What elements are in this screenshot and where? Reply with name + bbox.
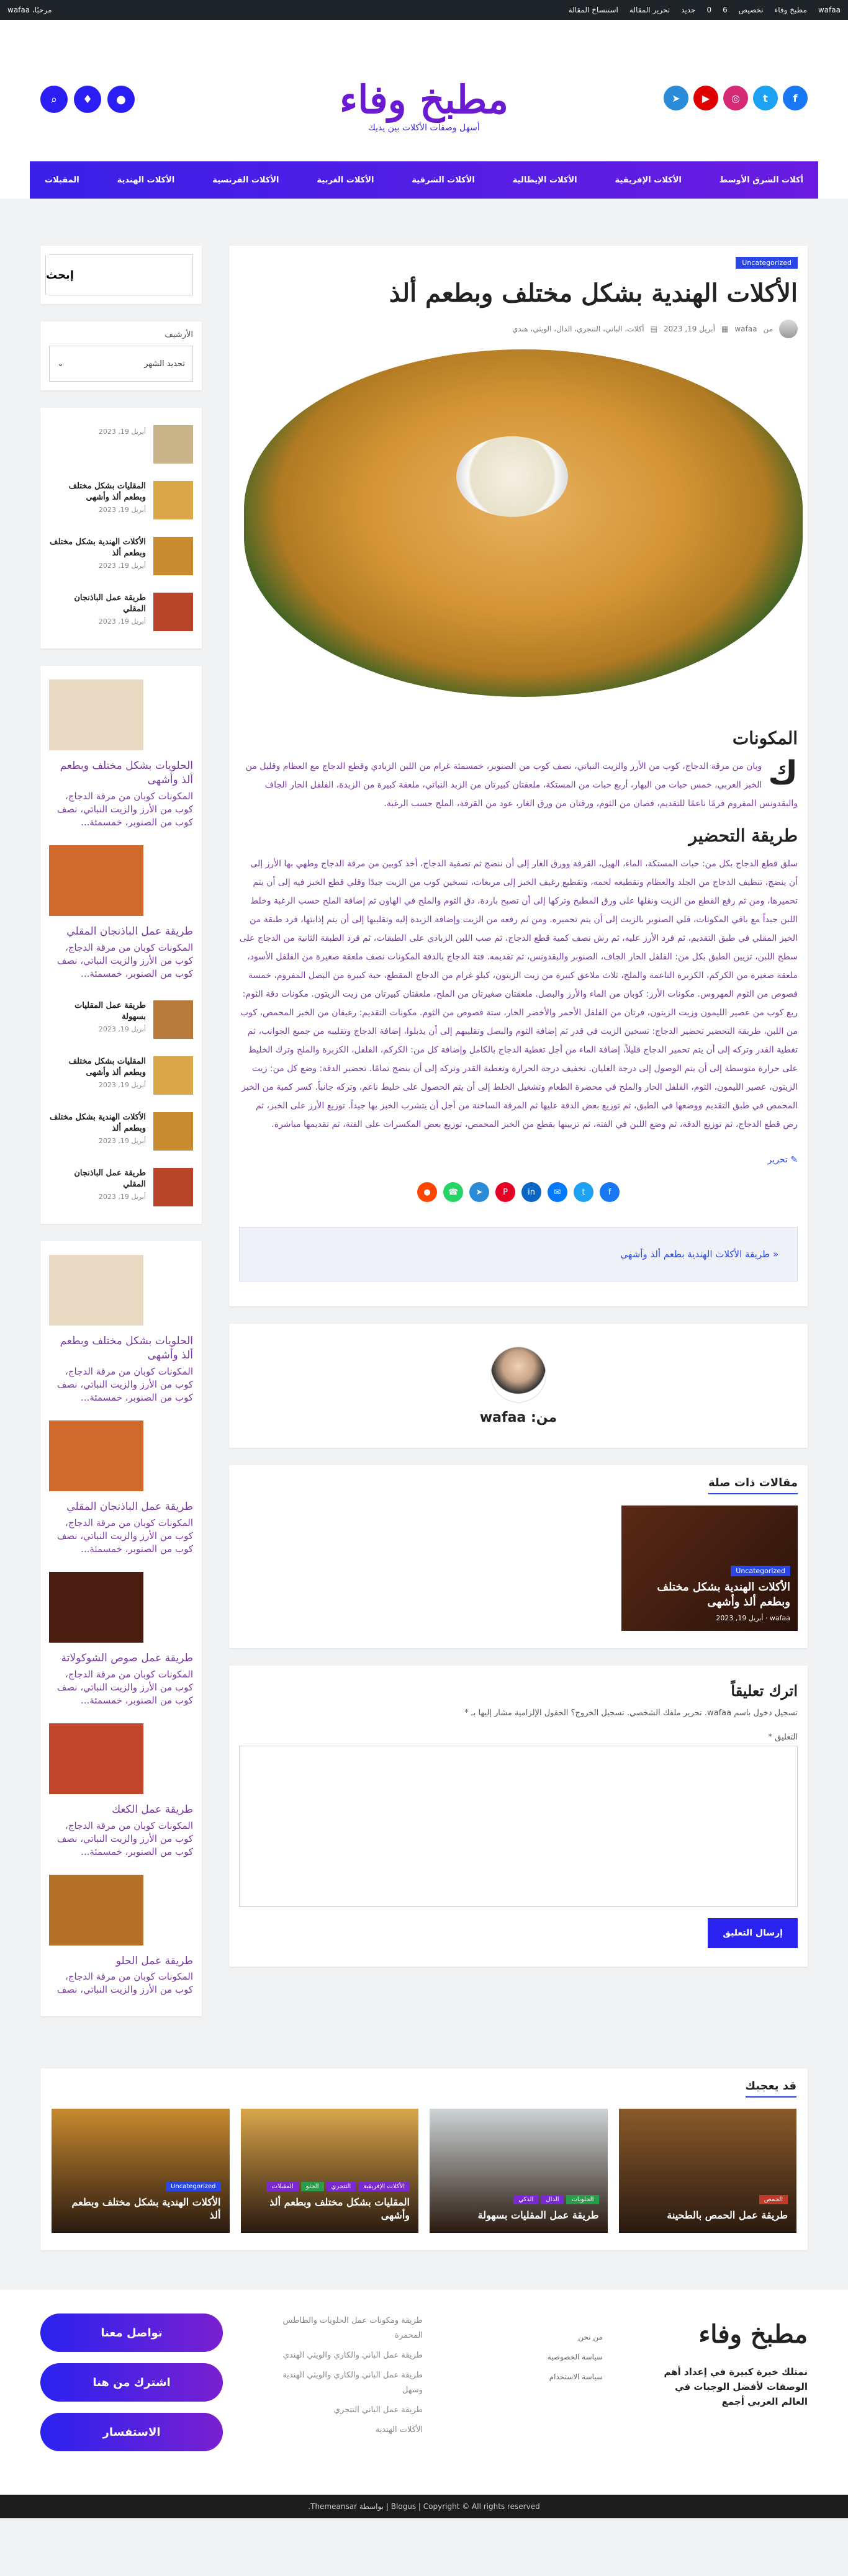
chevron-down-icon: ⌄ (57, 359, 64, 369)
site-header (0, 20, 848, 199)
list-item[interactable] (49, 992, 193, 1048)
main-content (229, 246, 808, 2034)
main-nav (30, 161, 818, 199)
calendar-icon: ▦ (721, 325, 729, 333)
list-item[interactable] (49, 1870, 193, 2008)
ingredients-text (239, 757, 798, 813)
admin-bar (0, 0, 848, 20)
admin-bar-item[interactable]: 0 (706, 6, 712, 14)
list-item[interactable] (49, 1250, 193, 1416)
admin-bar-item[interactable]: تحرير المقالة (629, 6, 670, 14)
more-post-card[interactable] (52, 2109, 230, 2233)
featured-posts-widget (40, 666, 202, 1224)
search-button[interactable]: إبحث (45, 255, 74, 295)
list-item[interactable] (49, 416, 193, 472)
author-box (229, 1324, 808, 1448)
list-item[interactable] (49, 1718, 193, 1870)
post-thumbnail[interactable] (49, 845, 143, 916)
category-chips (60, 2182, 221, 2191)
author-name[interactable] (480, 1410, 557, 1425)
post-excerpt: المكونات كوبان من مرقة الدجاج، كوب من الأرز والزيت النباتي، نصف كوب من الصنوبر، خمسمئة... (56, 1668, 193, 1706)
more-title: قد يعجبك (746, 2080, 796, 2098)
post-excerpt: المكونات كوبان من مرقة الدجاج، كوب من الأرز والزيت النباتي، نصف كوب من الصنوبر، خمسمئة... (56, 941, 193, 979)
post-thumbnail[interactable] (153, 1168, 193, 1206)
footer-post-link[interactable]: طريقة عمل الباني التتجري (333, 2405, 423, 2415)
site-title[interactable]: مطبخ وفاء (339, 77, 509, 122)
twitter-share-icon[interactable]: t (574, 1182, 593, 1202)
popular-posts-widget (40, 1241, 202, 2017)
author-avatar[interactable] (779, 320, 798, 338)
category-chip[interactable]: الحلو (301, 2182, 324, 2191)
list-item[interactable] (49, 472, 193, 528)
nav-item-3[interactable]: الأكلات الشرقية (412, 175, 475, 185)
archive-select[interactable] (49, 346, 193, 382)
youtube-icon[interactable]: ▶ (693, 86, 718, 110)
post-meta (239, 320, 798, 338)
facebook-share-icon[interactable]: f (600, 1182, 620, 1202)
nav-item-5[interactable]: الأكلات الفرنسية (212, 175, 279, 185)
site-tagline: أسهل وصفات الأكلات بين يديك (368, 123, 480, 133)
comment-textarea[interactable] (239, 1746, 798, 1907)
prep-text: سلق قطع الدجاج بكل من: حبات المستكة، الماء، الهيل، القرفة وورق الغار إلى أن ننضج ثم تصفية الدجاج، أخذ كوبين من مرقة الدجاج وطهي بها الأرز إلى أن ينضج، تنظيف الدجاج من الجلد والعظام وتقطيعه لحمه، وتقطيع رغيف الخبز إلى مربعات، تسخين كوب من الزيت جيدًا وقلي قطع الخبز فيه إلى أن يتم تحميرها، ومن ثم رفع القطع من الزيت ونقلها على ورق المطبخ وتركها إلى أن تصبح باردة، دق الثوم والملح في الهاون ثم إضافة الملح حسب الرغبة وخلط اللبن جيداً مع باقي المكونات، قلي الصنوبر بالزيت إلى أن يتم تحميره. ومن ثم رفعه من الزيت وإضافة الزبدة إليه وتقليبها إلى أن يتم إذابتها، فرد طبقة من الخبز المقلي في طبق التقديم، ثم فرد الأرز عليه، ثم رش نصف كمية قطع الدجاج، ثم صب اللبن الزبادي على الطبقات، ثم فرد الطبقة الثانية من الدجاج على سطح اللبن، تزيين الطبق بكل من: الفلفل الحار الجاف، الصنوبر والبقدونس، ثم تقديمه. فتة الدجاج بالدقة المكونات نصف ملعقة صغيرة من الفلفل الأسود، ملعقة صغيرة من الكركم، الكزبرة الناعمة والملح، ثلاث ملاعق كبيرة من زيت الزيتون، كيلو غرام من الدجاج المقطع، حبة كبيرة من البصل المفروم، خمسة فصوص من الثوم المهروس. مكونات الأرز: كوبان من الماء والأرز والبصل. ملعقتان صغيرتان من الملح، ملعقتان كبيرتان من زيت الزيتون. مكونات دقة الثوم: ربع كوب من عصير الليمون وزيت الزيتون، فرتان من الفلفل الأحمر والأخضر الحار، ستة فصوص من الثوم. مكونات التقديم: رغيفان من الخبز المحمص، كوب من اللبن، طريقة التحضير تحضير الدجاج: تسخين الزيت في قدر ثم إضافة الثوم والبصل وتقليبهم إلى أن يذبلوا، إضافة الدجاج وتقليبه من جميع الجوانب، ثم تغطية القدر وتركه إلى أن يتم تحمير الدجاج قليلاً، إضافة الماء من أجل تغطية الدجاج بالكامل وإضافة كل من: الكركم، الفلفل، الكزبرة والملح وترك الخليط على حرارة متوسطة إلى أن يتم الوصول إلى درجة الغليان. تخفيف درجة الحرارة وتغطية القدر وتركه إلى أن ينضج تمامًا. تحضير الدقة: وضع كل من: زيت الزيتون، عصير الليمون، الثوم، الفلفل الحار والملح في محضرة الطعام وتشغيل الخلط إلى أن يتم الحصول على خليط ناعم، وتركه جانباً. كسر كمية من الخبز المحمص في طبق التقديم ووضعها في الطبق، ثم توزيع بعض الدقة عليها ثم المرقة الساخنة من أجل أن يتشرب الخبز بها جيداً. توزيع الأرز على الخبز، ثم رص قطع الدجاج، ثم توزيع الدقة، ثم وضع اللبن في الفتة، ثم تزيينها بقطع من الخبز المحمص، توزيع بعض المكسرات على الفتة، ثم تقديمها مباشرة. (239, 859, 798, 1129)
post-thumbnail[interactable] (49, 1875, 143, 1945)
post-thumbnail[interactable] (153, 425, 193, 464)
related-post-meta: wafaa · أبريل 19, 2023 (716, 1614, 790, 1622)
post-date: أبريل 19, 2023 (98, 428, 146, 436)
post-title: الأكلات الهندية بشكل مختلف وبطعم ألذ (389, 279, 798, 308)
post-text (49, 1168, 146, 1201)
footer-link[interactable]: من نحن (578, 2333, 603, 2342)
author-name-text: wafaa (479, 1409, 526, 1425)
post-date: أبريل 19, 2023 (98, 506, 146, 514)
post-title[interactable]: المقليات بشكل مختلف وبطعم ألذ وأشهى (68, 482, 146, 503)
nav-item-1[interactable]: الأكلات الإفريقية (615, 175, 682, 185)
post-text (49, 537, 146, 570)
category-chips (250, 2182, 410, 2191)
admin-bar-item[interactable]: تخصيص (738, 6, 764, 14)
post-title[interactable]: طريقة عمل صوص الشوكولاتة (61, 1651, 193, 1664)
dip-bowl-image (456, 436, 568, 517)
post-title[interactable]: طريقة عمل الحلو (115, 1954, 193, 1967)
user-icon[interactable]: ● (107, 86, 135, 113)
sidebar (40, 246, 202, 2034)
post-title[interactable]: طريقة عمل المقليات بسهولة (74, 1000, 146, 1021)
post-thumbnail[interactable] (49, 680, 143, 750)
folder-icon: ▤ (650, 325, 657, 333)
post-date: أبريل 19, 2023 (98, 1193, 146, 1201)
post-excerpt: المكونات كوبان من مرقة الدجاج، كوب من الأرز والزيت النباتي، نصف (56, 1971, 193, 1996)
copyright: Blogus | Copyright © All rights reserved | بواسطة Themeansar. (0, 2495, 848, 2518)
meta-by: من (763, 325, 773, 333)
post-date: أبريل 19, 2023 (98, 617, 146, 626)
nav-item-0[interactable]: أكلات الشرق الأوسط (719, 175, 803, 185)
more-post-card[interactable] (241, 2109, 419, 2233)
post-thumbnail[interactable] (153, 537, 193, 575)
post-title[interactable]: طريقة عمل الباذنجان المقلي (66, 1500, 193, 1513)
pinterest-share-icon[interactable]: P (495, 1182, 515, 1202)
more-post-title[interactable]: المقليات بشكل مختلف وبطعم ألذ وأشهى (269, 2196, 410, 2221)
whatsapp-share-icon[interactable]: ☎ (443, 1182, 463, 1202)
edit-label: تحرير (767, 1155, 788, 1165)
nav-item-2[interactable]: الأكلات الإيطالية (512, 175, 577, 185)
admin-bar-item[interactable]: مطبخ وفاء (774, 6, 807, 14)
footer-post-link[interactable]: طريقة عمل الباني والكاري والويثي الهندي (282, 2351, 423, 2361)
footer-link[interactable]: سياسة الاستخدام (549, 2372, 603, 2382)
telegram-icon[interactable]: ➤ (664, 86, 688, 110)
you-may-like (40, 2068, 808, 2250)
post-date: أبريل 19, 2023 (98, 1025, 146, 1034)
category-badge[interactable]: Uncategorized (736, 257, 798, 269)
admin-account-link[interactable]: مرحبًا، wafaa (7, 6, 52, 14)
list-item[interactable] (49, 675, 193, 840)
post-thumbnail[interactable] (153, 1112, 193, 1151)
social-links (664, 86, 808, 110)
header-tools (40, 86, 135, 113)
list-item[interactable] (49, 584, 193, 640)
archive-select-value: تحديد الشهر (144, 359, 185, 369)
post-text (49, 1000, 146, 1033)
footer-post-link[interactable]: الأكلات الهندية (375, 2425, 423, 2435)
footer-links (548, 2327, 603, 2387)
post-title[interactable]: الأكلات الهندية بشكل مختلف وبطعم ألذ (50, 537, 146, 559)
edit-link[interactable] (239, 1155, 798, 1165)
author-photo[interactable] (490, 1347, 546, 1402)
category-chip[interactable]: الدال (541, 2195, 564, 2204)
post-excerpt: المكونات كوبان من مرقة الدجاج، كوب من الأرز والزيت النباتي، نصف كوب من الصنوبر، خمسمئة... (56, 790, 193, 828)
featured-image (239, 349, 798, 697)
ingredients-heading: المكونات (732, 728, 798, 748)
site-footer (0, 2290, 848, 2495)
instagram-icon[interactable]: ◎ (723, 86, 748, 110)
category-chip[interactable]: الذكي (513, 2195, 538, 2204)
footer-buttons (40, 2313, 223, 2451)
post-excerpt: المكونات كوبان من مرقة الدجاج، كوب من الأرز والزيت النباتي، نصف كوب من الصنوبر، خمسمئة... (56, 1517, 193, 1555)
search-input[interactable] (74, 255, 192, 295)
list-item[interactable] (49, 1103, 193, 1159)
facebook-icon[interactable]: f (783, 86, 808, 110)
nav-item-4[interactable]: الأكلات الغربية (317, 175, 374, 185)
reddit-share-icon[interactable]: ● (417, 1182, 437, 1202)
post-title[interactable]: طريقة عمل الباذنجان المقلي (74, 593, 146, 614)
prep-heading: طريقة التحضير (688, 825, 798, 846)
list-item[interactable] (49, 1567, 193, 1718)
meta-tags[interactable]: أكلات، الباني، التتجري، الدال، الويثي، هندي (512, 325, 644, 333)
post-text (49, 481, 146, 514)
footer-cta-button[interactable]: اشترك من هنا (40, 2363, 223, 2402)
list-item[interactable] (49, 1416, 193, 1567)
post-title[interactable]: المقليات بشكل مختلف وبطعم ألذ وأشهى (68, 1056, 146, 1077)
search-widget (40, 246, 202, 304)
post-thumbnail[interactable] (153, 593, 193, 631)
more-post-card[interactable] (430, 2109, 608, 2233)
category-chip[interactable]: التتجري (327, 2182, 356, 2191)
share-buttons (239, 1182, 798, 1202)
admin-bar-item[interactable]: wafaa (818, 6, 841, 14)
twitter-icon[interactable]: t (753, 86, 778, 110)
author-prefix: من: (530, 1409, 557, 1425)
category-chip[interactable]: الحمص (759, 2195, 788, 2204)
footer-post-link[interactable]: طريقة ومكونات عمل الحلويات والطاطس المحمرة (282, 2316, 423, 2341)
more-post-text (60, 2182, 221, 2222)
post-title[interactable]: الحلويات بشكل مختلف وبطعم ألذ وأشهى (60, 1334, 193, 1362)
footer-posts (268, 2313, 423, 2443)
nav-item-6[interactable]: الأكلات الهندية (117, 175, 175, 185)
list-item[interactable] (49, 840, 193, 992)
list-item[interactable] (49, 528, 193, 584)
footer-cta-button[interactable]: تواصل معنا (40, 2313, 223, 2352)
more-post-title[interactable]: طريقة عمل المقليات بسهولة (477, 2209, 599, 2221)
admin-bar-left (7, 6, 52, 14)
site-logo[interactable] (339, 77, 509, 133)
post-title[interactable]: طريقة عمل الكعك (112, 1803, 193, 1816)
post-title[interactable]: الأكلات الهندية بشكل مختلف وبطعم ألذ (50, 1112, 146, 1133)
post-thumbnail[interactable] (153, 1000, 193, 1039)
post-thumbnail[interactable] (153, 481, 193, 519)
comment-form (229, 1666, 808, 1967)
post-title[interactable]: الحلويات بشكل مختلف وبطعم ألذ وأشهى (60, 760, 193, 786)
category-chip[interactable]: الأكلات الإفريقية (358, 2182, 410, 2191)
related-post-card[interactable] (621, 1506, 798, 1631)
linkedin-share-icon[interactable]: in (521, 1182, 541, 1202)
related-posts (229, 1465, 808, 1648)
post-thumbnail[interactable] (49, 1420, 143, 1491)
archive-widget (40, 321, 202, 390)
admin-bar-item[interactable]: استنساخ المقالة (568, 6, 618, 14)
bell-icon[interactable]: ♦ (74, 86, 101, 113)
telegram-share-icon[interactable]: ➤ (469, 1182, 489, 1202)
meta-author[interactable]: wafaa (734, 325, 757, 333)
admin-bar-right (569, 6, 841, 14)
comments-title: اترك تعليقاً (731, 1682, 798, 1700)
recent-posts-widget (40, 408, 202, 648)
search-icon[interactable]: ⌕ (40, 86, 68, 113)
list-item[interactable] (49, 1159, 193, 1215)
submit-comment-button[interactable]: إرسال التعليق (708, 1918, 798, 1948)
post-thumbnail[interactable] (49, 1572, 143, 1643)
admin-bar-item[interactable]: 6 (723, 6, 728, 14)
footer-cta-button[interactable]: الاستفسار (40, 2413, 223, 2451)
nav-item-7[interactable]: المقبلات (45, 175, 79, 185)
meta-date[interactable]: أبريل 19, 2023 (663, 325, 715, 333)
post-excerpt: المكونات كوبان من مرقة الدجاج، كوب من الأرز والزيت النباتي، نصف كوب من الصنوبر، خمسمئة... (56, 1365, 193, 1403)
more-post-title[interactable]: طريقة عمل الحمص بالطحينة (667, 2209, 788, 2221)
post-text (99, 425, 146, 436)
more-post-card[interactable] (619, 2109, 797, 2233)
more-post-title[interactable]: الأكلات الهندية بشكل مختلف وبطعم ألذ (71, 2196, 221, 2221)
post-date: أبريل 19, 2023 (98, 562, 146, 570)
more-post-text (250, 2182, 410, 2222)
ingredients-body: وبان من مرقة الدجاج، كوب من الأرز والزيت النباتي، نصف كوب من الصنوبر، خمسمئة غرام من اللبن الزبادي وقطع الدجاج مع العظام وقليل من الخبز العربي، خمس حبات من البهار، أربع حبات من المستكة، ملعقتان كبيرتان من الزبد النباتي، ملعقة كبيرة من الزبدة، الفلفل الحار الجاف والبقدونس المفروم فرمًا ناعمًا للتقديم، فصان من الثوم، ورقتان من ورق الغار، عود من القرفة، الملح حسب الرغبة. (245, 761, 798, 809)
category-chips (628, 2195, 788, 2204)
more-post-text (628, 2195, 788, 2222)
archive-title: الأرشيف (165, 330, 193, 339)
post-text (49, 1056, 146, 1089)
more-post-text (438, 2195, 599, 2222)
footer-post-link[interactable]: طريقة عمل الباني والكاري والويثي الهندية وسهل (282, 2371, 423, 2395)
related-post-title[interactable]: الأكلات الهندية بشكل مختلف وبطعم ألذ وأشهى (657, 1581, 790, 1609)
dropcap: ك (768, 755, 798, 792)
post-title[interactable]: طريقة عمل الباذنجان المقلي (66, 925, 193, 938)
footer-link[interactable]: سياسة الخصوصية (547, 2353, 603, 2362)
post-date: أبريل 19, 2023 (98, 1137, 146, 1146)
category-chip[interactable]: Uncategorized (166, 2182, 220, 2191)
related-badge[interactable]: Uncategorized (731, 1566, 790, 1576)
post-title[interactable]: طريقة عمل الباذنجان المقلي (74, 1168, 146, 1189)
edit-icon: ✎ (787, 1155, 798, 1165)
category-chip[interactable]: الحلويات (566, 2195, 598, 2204)
footer-logo[interactable]: مطبخ وفاء (698, 2320, 808, 2349)
footer-description: نمتلك خبرة كبيرة في إعداد أهم الوصفات لأفضل الوجبات في العالم العربي أجمع (664, 2366, 808, 2408)
admin-bar-item[interactable]: جديد (681, 6, 696, 14)
post-thumbnail[interactable] (153, 1056, 193, 1095)
previous-post-link[interactable]: « طريقة الأكلات الهندية بطعم ألذ وأشهى (239, 1227, 798, 1281)
messenger-share-icon[interactable]: ✉ (548, 1182, 567, 1202)
post-article (229, 246, 808, 1306)
samosa-plate-image (244, 349, 803, 697)
comment-label: التعليق * (768, 1733, 798, 1742)
post-excerpt: المكونات كوبان من مرقة الدجاج، كوب من الأرز والزيت النباتي، نصف كوب من الصنوبر، خمسمئة... (56, 1820, 193, 1857)
post-thumbnail[interactable] (49, 1255, 143, 1326)
post-text (49, 593, 146, 626)
post-text (49, 1112, 146, 1145)
post-thumbnail[interactable] (49, 1723, 143, 1794)
category-chip[interactable]: المقبلات (267, 2182, 299, 2191)
logged-in-note: تسجيل دخول باسم wafaa. تحرير ملفك الشخصي. تسجيل الخروج؟ الحقول الإلزامية مشار إليها بـ * (464, 1708, 798, 1718)
post-date: أبريل 19, 2023 (98, 1081, 146, 1090)
category-chips (438, 2195, 599, 2204)
list-item[interactable] (49, 1048, 193, 1103)
related-title: مقالات ذات صلة (708, 1476, 798, 1494)
